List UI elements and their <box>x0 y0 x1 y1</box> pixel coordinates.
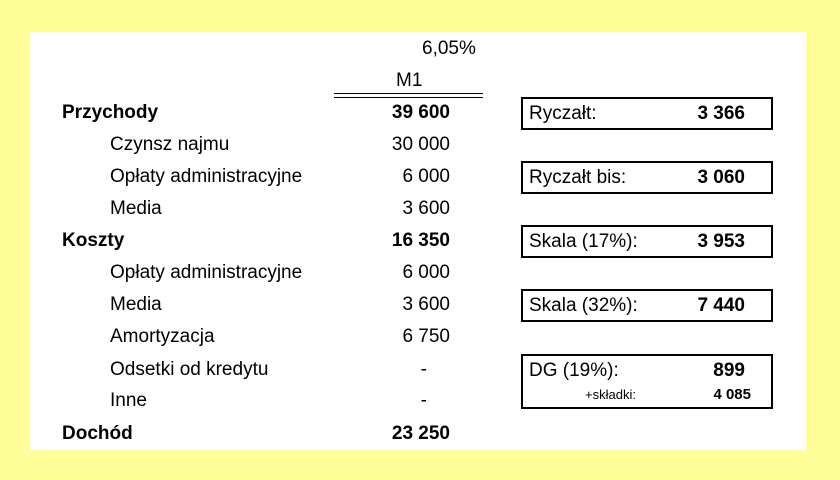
column-header-m1: M1 <box>396 70 423 91</box>
tax-box-label: Skala (32%): <box>529 295 638 316</box>
tax-box-scale-17 <box>521 225 773 258</box>
tax-box-value: 3 060 <box>697 167 745 188</box>
tax-box-label: Ryczałt bis: <box>529 167 627 188</box>
row-value-admin-fees-cost: 6 000 <box>402 262 450 283</box>
tax-box-scale-32 <box>521 289 773 322</box>
row-value-other: - <box>420 390 427 411</box>
row-label-costs: Koszty <box>62 230 125 251</box>
row-label-revenue: Przychody <box>62 102 159 123</box>
tax-box-lump-sum-bis <box>521 161 773 194</box>
row-label-media-income: Media <box>110 198 162 219</box>
tax-box-label: Skala (17%): <box>529 231 638 252</box>
rate-cell: 6,05% <box>422 38 476 59</box>
row-value-media-cost: 3 600 <box>402 294 450 315</box>
row-label-admin-fees-income: Opłaty administracyjne <box>110 166 303 187</box>
row-value-income: 23 250 <box>391 423 450 444</box>
row-label-other: Inne <box>110 390 147 411</box>
row-label-admin-fees-cost: Opłaty administracyjne <box>110 262 303 283</box>
contributions-label: +składki: <box>585 387 636 402</box>
spreadsheet-area <box>30 32 806 450</box>
row-value-media-income: 3 600 <box>402 198 450 219</box>
tax-box-value: 899 <box>713 360 745 381</box>
row-value-admin-fees-income: 6 000 <box>402 166 450 187</box>
row-label-depreciation: Amortyzacja <box>110 326 215 347</box>
tax-box-label: Ryczałt: <box>529 103 597 124</box>
row-value-costs: 16 350 <box>391 230 450 251</box>
tax-box-label: DG (19%): <box>529 360 619 381</box>
row-label-income: Dochód <box>62 423 133 444</box>
row-value-revenue: 39 600 <box>391 102 450 123</box>
contributions-value: 4 085 <box>713 386 751 403</box>
row-value-loan-interest: - <box>420 359 427 380</box>
double-underline <box>334 93 483 98</box>
tax-box-value: 3 366 <box>697 103 745 124</box>
row-value-depreciation: 6 750 <box>402 326 450 347</box>
tax-box-value: 3 953 <box>697 231 745 252</box>
row-label-rent: Czynsz najmu <box>110 134 230 155</box>
tax-box-business-19 <box>521 354 773 409</box>
tax-box-lump-sum <box>521 97 773 130</box>
row-value-rent: 30 000 <box>391 134 450 155</box>
row-label-media-cost: Media <box>110 294 162 315</box>
tax-box-value: 7 440 <box>697 295 745 316</box>
row-label-loan-interest: Odsetki od kredytu <box>110 359 269 380</box>
